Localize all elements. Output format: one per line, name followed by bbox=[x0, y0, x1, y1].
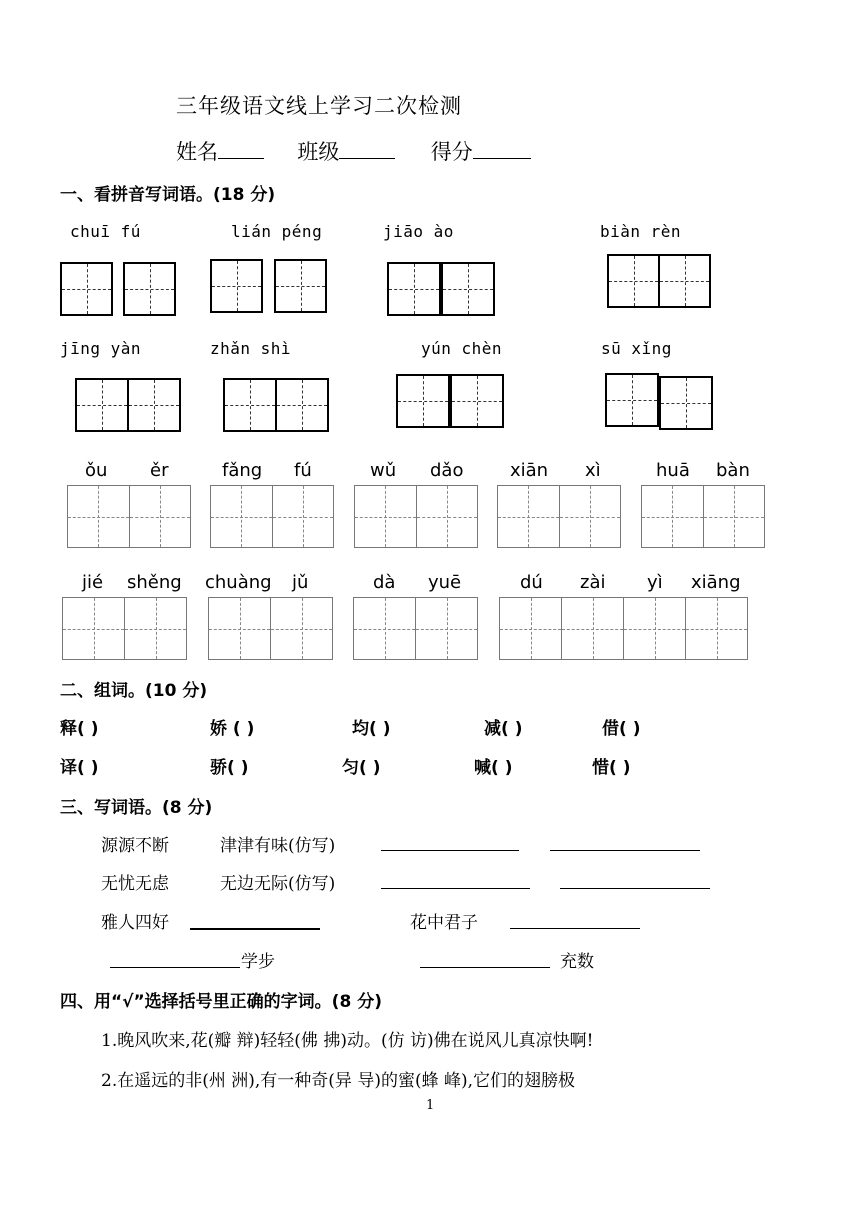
writing-box[interactable] bbox=[607, 254, 660, 308]
idiom-suffix: 学步 bbox=[241, 952, 275, 972]
writing-grid[interactable] bbox=[641, 485, 765, 548]
pinyin-label: wǔ bbox=[370, 460, 397, 481]
pinyin-label: shěng bbox=[127, 572, 182, 593]
imitate-prompt: 津津有味(仿写) bbox=[220, 836, 336, 856]
writing-box[interactable] bbox=[387, 262, 441, 316]
word-prompt[interactable]: 惜( ) bbox=[592, 758, 631, 778]
word-prompt[interactable]: 释( ) bbox=[60, 719, 99, 739]
answer-line[interactable] bbox=[420, 967, 550, 968]
pinyin-label: xiān bbox=[510, 460, 549, 481]
writing-grid[interactable] bbox=[208, 597, 333, 660]
answer-line[interactable] bbox=[560, 888, 710, 889]
pinyin-label: huā bbox=[656, 460, 690, 481]
pinyin-label: yuē bbox=[428, 572, 462, 593]
writing-grid[interactable] bbox=[497, 485, 621, 548]
pinyin-label: ǒu bbox=[85, 460, 108, 481]
idiom-suffix: 充数 bbox=[560, 952, 594, 972]
pinyin-label: ěr bbox=[150, 460, 169, 481]
writing-box[interactable] bbox=[60, 262, 113, 316]
pinyin-label: zhǎn shì bbox=[210, 339, 292, 358]
writing-grid[interactable] bbox=[354, 485, 478, 548]
writing-box[interactable] bbox=[605, 373, 659, 427]
pinyin-label: jié bbox=[82, 572, 104, 593]
question-1: 1.晚风吹来,花(瓣 辩)轻轻(佛 拂)动。(仿 访)佛在说风儿真凉快啊! bbox=[101, 1031, 594, 1051]
writing-box[interactable] bbox=[127, 378, 181, 432]
writing-box[interactable] bbox=[396, 374, 450, 428]
name-blank[interactable] bbox=[218, 158, 264, 159]
pinyin-label: xì bbox=[585, 460, 601, 481]
score-blank[interactable] bbox=[473, 158, 531, 159]
question-2: 2.在遥远的非(州 洲),有一种奇(异 导)的蜜(蜂 峰),它们的翅膀极 bbox=[101, 1071, 576, 1091]
writing-box[interactable] bbox=[450, 374, 504, 428]
writing-box[interactable] bbox=[274, 259, 327, 313]
writing-grid[interactable] bbox=[67, 485, 191, 548]
section4-heading: 四、用“√”选择括号里正确的字词。(8 分) bbox=[60, 992, 382, 1012]
writing-box[interactable] bbox=[658, 254, 711, 308]
pinyin-label: zài bbox=[580, 572, 606, 593]
pinyin-label: jīng yàn bbox=[60, 339, 142, 358]
pinyin-label: dú bbox=[520, 572, 543, 593]
page-title: 三年级语文线上学习二次检测 bbox=[176, 94, 462, 118]
idiom-prompt: 雅人四好 bbox=[101, 913, 169, 933]
answer-line[interactable] bbox=[110, 967, 240, 968]
pinyin-label: dǎo bbox=[430, 460, 464, 481]
imitate-prompt: 无边无际(仿写) bbox=[220, 874, 336, 894]
pinyin-label: bàn bbox=[716, 460, 750, 481]
writing-box[interactable] bbox=[275, 378, 329, 432]
pinyin-label: chuī fú bbox=[70, 222, 141, 241]
pinyin-label: fú bbox=[294, 460, 312, 481]
example-word: 源源不断 bbox=[101, 836, 169, 856]
word-prompt[interactable]: 均( ) bbox=[352, 719, 391, 739]
word-prompt[interactable]: 匀( ) bbox=[342, 758, 381, 778]
word-prompt[interactable]: 骄( ) bbox=[210, 758, 249, 778]
idiom-prompt: 花中君子 bbox=[410, 913, 478, 933]
pinyin-label: lián péng bbox=[231, 222, 323, 241]
answer-line[interactable] bbox=[510, 928, 640, 929]
word-prompt[interactable]: 喊( ) bbox=[474, 758, 513, 778]
page-number: 1 bbox=[426, 1098, 435, 1113]
word-prompt[interactable]: 借( ) bbox=[602, 719, 641, 739]
pinyin-label: xiāng bbox=[691, 572, 741, 593]
writing-box[interactable] bbox=[659, 376, 713, 430]
pinyin-label: dà bbox=[373, 572, 396, 593]
word-prompt[interactable]: 减( ) bbox=[484, 719, 523, 739]
pinyin-label: sū xǐng bbox=[601, 339, 672, 358]
writing-grid[interactable] bbox=[210, 485, 334, 548]
writing-box[interactable] bbox=[441, 262, 495, 316]
word-prompt[interactable]: 娇 ( ) bbox=[210, 719, 255, 739]
pinyin-label: jiāo ào bbox=[383, 222, 454, 241]
pinyin-label: chuàng bbox=[205, 572, 272, 593]
writing-grid[interactable] bbox=[62, 597, 187, 660]
pinyin-label: biàn rèn bbox=[600, 222, 682, 241]
class-blank[interactable] bbox=[339, 158, 395, 159]
writing-box[interactable] bbox=[210, 259, 263, 313]
word-prompt[interactable]: 译( ) bbox=[60, 758, 99, 778]
pinyin-label: jǔ bbox=[292, 572, 309, 593]
section2-heading: 二、组词。(10 分) bbox=[60, 681, 208, 701]
score-label: 得分 bbox=[430, 140, 473, 164]
writing-box[interactable] bbox=[123, 262, 176, 316]
section1-heading: 一、看拼音写词语。(18 分) bbox=[60, 185, 276, 205]
pinyin-label: fǎng bbox=[222, 460, 263, 481]
name-label: 姓名 bbox=[176, 140, 218, 164]
answer-line[interactable] bbox=[381, 850, 519, 851]
writing-box[interactable] bbox=[75, 378, 129, 432]
pinyin-label: yì bbox=[647, 572, 663, 593]
answer-line[interactable] bbox=[190, 928, 320, 930]
section3-heading: 三、写词语。(8 分) bbox=[60, 798, 213, 818]
answer-line[interactable] bbox=[550, 850, 700, 851]
example-word: 无忧无虑 bbox=[101, 874, 169, 894]
writing-grid[interactable] bbox=[353, 597, 478, 660]
pinyin-label: yún chèn bbox=[421, 339, 503, 358]
class-label: 班级 bbox=[297, 140, 340, 164]
writing-grid[interactable] bbox=[499, 597, 748, 660]
student-info-row bbox=[176, 136, 531, 166]
writing-box[interactable] bbox=[223, 378, 277, 432]
answer-line[interactable] bbox=[381, 888, 530, 889]
